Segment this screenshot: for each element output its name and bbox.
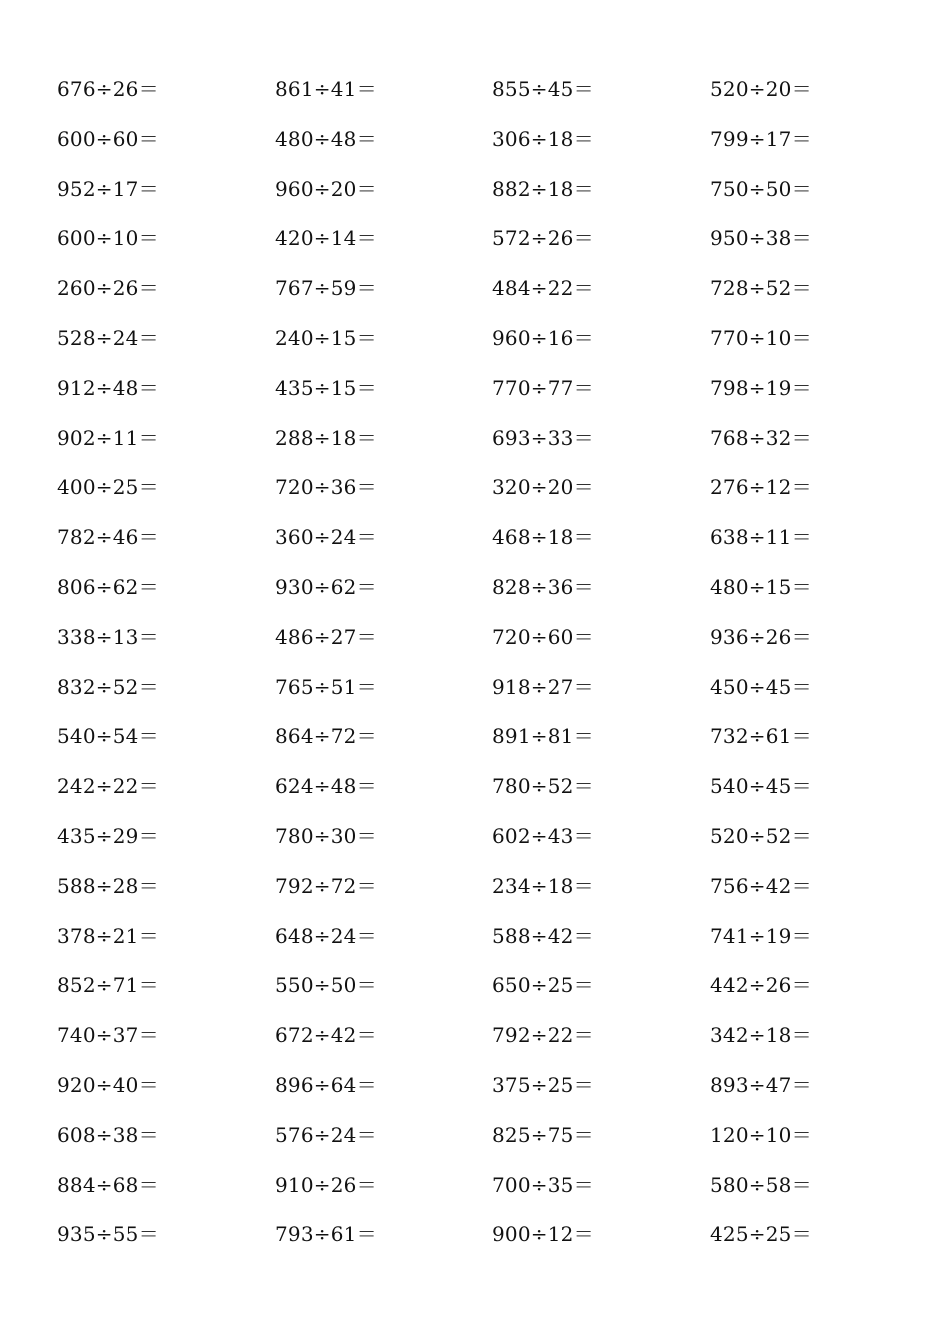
division-problem: 608÷38＝: [57, 1122, 159, 1147]
division-problem: 780÷30＝: [275, 823, 377, 848]
division-problem: 260÷26＝: [57, 276, 159, 301]
division-problem: 918÷27＝: [492, 674, 594, 699]
division-problem: 468÷18＝: [492, 525, 594, 550]
division-problem: 780÷52＝: [492, 774, 594, 799]
division-problem: 400÷25＝: [57, 475, 159, 500]
division-problem: 767÷59＝: [275, 276, 377, 301]
division-problem: 588÷42＝: [492, 923, 594, 948]
division-problem: 288÷18＝: [275, 425, 377, 450]
division-problem: 420÷14＝: [275, 226, 377, 251]
division-problem: 580÷58＝: [710, 1172, 812, 1197]
division-problem: 550÷50＝: [275, 973, 377, 998]
division-problem: 338÷13＝: [57, 624, 159, 649]
division-problem: 600÷10＝: [57, 226, 159, 251]
division-problem: 768÷32＝: [710, 425, 812, 450]
division-problem: 930÷62＝: [275, 574, 377, 599]
division-problem: 528÷24＝: [57, 325, 159, 350]
division-problem: 480÷48＝: [275, 126, 377, 151]
division-problem: 782÷46＝: [57, 525, 159, 550]
division-problem: 902÷11＝: [57, 425, 159, 450]
division-problem: 700÷35＝: [492, 1172, 594, 1197]
division-problem: 320÷20＝: [492, 475, 594, 500]
division-problem: 442÷26＝: [710, 973, 812, 998]
division-problem: 672÷42＝: [275, 1023, 377, 1048]
division-problem: 375÷25＝: [492, 1072, 594, 1097]
division-problem: 765÷51＝: [275, 674, 377, 699]
division-problem: 960÷20＝: [275, 176, 377, 201]
division-problem: 741÷19＝: [710, 923, 812, 948]
division-problem: 676÷26＝: [57, 77, 159, 101]
division-problem: 720÷36＝: [275, 475, 377, 500]
division-problem: 806÷62＝: [57, 574, 159, 599]
division-problem: 650÷25＝: [492, 973, 594, 998]
division-problem: 950÷38＝: [710, 226, 812, 251]
division-problem: 732÷61＝: [710, 724, 812, 749]
division-problem: 572÷26＝: [492, 226, 594, 251]
division-problem: 864÷72＝: [275, 724, 377, 749]
division-problem: 740÷37＝: [57, 1023, 159, 1048]
division-problem: 770÷10＝: [710, 325, 812, 350]
division-problem: 728÷52＝: [710, 276, 812, 301]
division-problem: 693÷33＝: [492, 425, 594, 450]
division-problem: 825÷75＝: [492, 1122, 594, 1147]
division-problem: 793÷61＝: [275, 1222, 377, 1247]
division-problem: 576÷24＝: [275, 1122, 377, 1147]
division-problem: 750÷50＝: [710, 176, 812, 201]
division-problem: 861÷41＝: [275, 77, 377, 101]
division-problem: 792÷72＝: [275, 873, 377, 898]
division-problem: 360÷24＝: [275, 525, 377, 550]
division-problem: 799÷17＝: [710, 126, 812, 151]
division-problem: 486÷27＝: [275, 624, 377, 649]
division-problem: 450÷45＝: [710, 674, 812, 699]
division-problem: 120÷10＝: [710, 1122, 812, 1147]
division-problem-grid: [57, 72, 910, 1267]
division-problem: 855÷45＝: [492, 77, 594, 101]
division-problem: 882÷18＝: [492, 176, 594, 201]
division-problem: 832÷52＝: [57, 674, 159, 699]
division-problem: 588÷28＝: [57, 873, 159, 898]
division-problem: 896÷64＝: [275, 1072, 377, 1097]
division-problem: 242÷22＝: [57, 774, 159, 799]
division-problem: 602÷43＝: [492, 823, 594, 848]
division-problem: 540÷54＝: [57, 724, 159, 749]
division-problem: 638÷11＝: [710, 525, 812, 550]
division-problem: 435÷29＝: [57, 823, 159, 848]
division-problem: 798÷19＝: [710, 375, 812, 400]
division-problem: 342÷18＝: [710, 1023, 812, 1048]
division-problem: 648÷24＝: [275, 923, 377, 948]
division-problem: 480÷15＝: [710, 574, 812, 599]
division-problem: 276÷12＝: [710, 475, 812, 500]
division-problem: 792÷22＝: [492, 1023, 594, 1048]
division-problem: 828÷36＝: [492, 574, 594, 599]
division-problem: 624÷48＝: [275, 774, 377, 799]
division-problem: 900÷12＝: [492, 1222, 594, 1247]
division-problem: 936÷26＝: [710, 624, 812, 649]
division-problem: 952÷17＝: [57, 176, 159, 201]
division-problem: 893÷47＝: [710, 1072, 812, 1097]
division-problem: 720÷60＝: [492, 624, 594, 649]
division-problem: 425÷25＝: [710, 1222, 812, 1247]
division-problem: 770÷77＝: [492, 375, 594, 400]
division-problem: 484÷22＝: [492, 276, 594, 301]
division-problem: 240÷15＝: [275, 325, 377, 350]
division-problem: 306÷18＝: [492, 126, 594, 151]
division-problem: 884÷68＝: [57, 1172, 159, 1197]
division-problem: 378÷21＝: [57, 923, 159, 948]
division-problem: 891÷81＝: [492, 724, 594, 749]
division-problem: 234÷18＝: [492, 873, 594, 898]
division-problem: 520÷52＝: [710, 823, 812, 848]
division-problem: 540÷45＝: [710, 774, 812, 799]
division-problem: 935÷55＝: [57, 1222, 159, 1247]
division-problem: 435÷15＝: [275, 375, 377, 400]
division-problem: 960÷16＝: [492, 325, 594, 350]
division-problem: 520÷20＝: [710, 77, 812, 101]
division-problem: 756÷42＝: [710, 873, 812, 898]
division-problem: 910÷26＝: [275, 1172, 377, 1197]
division-problem: 920÷40＝: [57, 1072, 159, 1097]
division-problem: 600÷60＝: [57, 126, 159, 151]
division-problem: 852÷71＝: [57, 973, 159, 998]
division-problem: 912÷48＝: [57, 375, 159, 400]
